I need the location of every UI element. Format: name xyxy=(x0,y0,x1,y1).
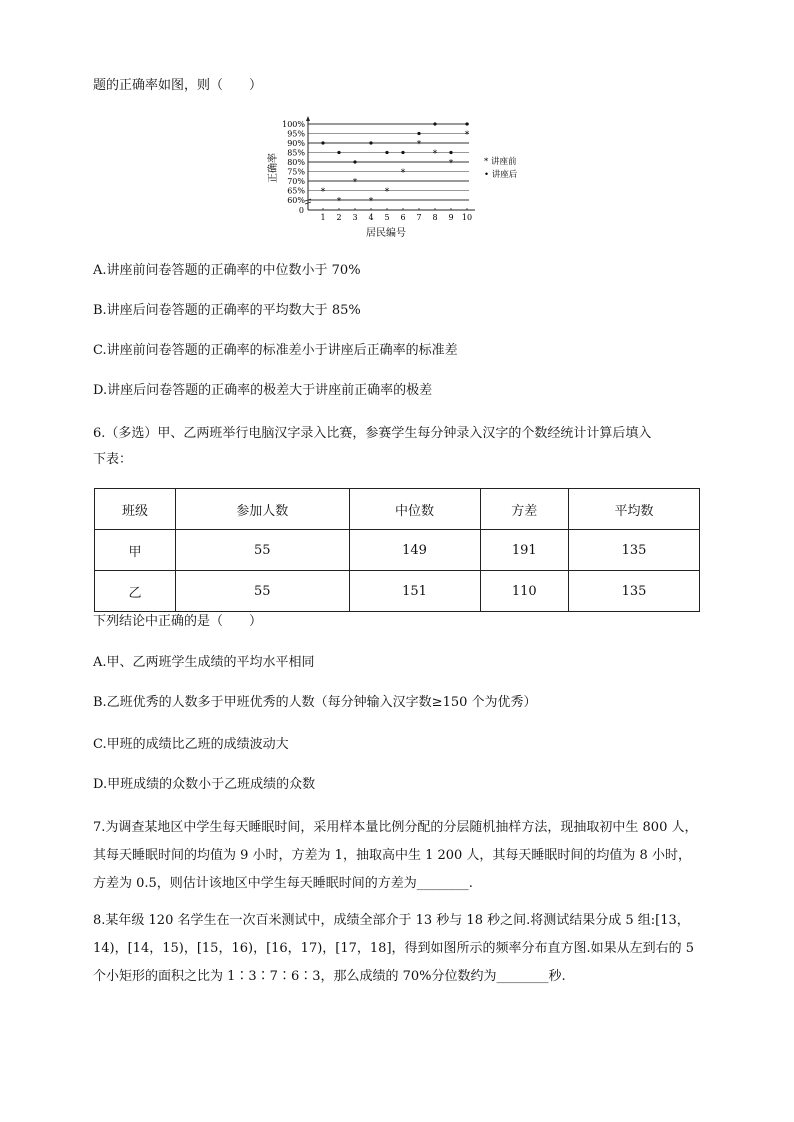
table-cell: 135 xyxy=(568,530,699,571)
before-point: * xyxy=(320,187,326,198)
q5-option-d: D.讲座后问卷答题的正确率的极差大于讲座前正确率的极差 xyxy=(93,383,433,398)
x-tick-label: 5 xyxy=(384,213,390,222)
x-tick-label: 6 xyxy=(400,213,406,222)
q5-option-a: A.讲座前问卷答题的正确率的中位数小于 70% xyxy=(93,263,361,278)
legend-after: • 讲座后 xyxy=(484,170,518,180)
table-row xyxy=(95,571,700,612)
q6-option-b: B.乙班优秀的人数多于甲班优秀的人数（每分钟输入汉字数≥150 个为优秀） xyxy=(93,695,537,710)
y-tick-label: 95% xyxy=(287,129,305,139)
before-point: * xyxy=(368,197,374,207)
after-point xyxy=(353,160,356,163)
table-cell: 135 xyxy=(568,571,699,612)
x-tick-label: 2 xyxy=(336,213,342,222)
after-point xyxy=(433,122,436,125)
table-cell: 191 xyxy=(480,530,568,571)
y-tick-label: 70% xyxy=(287,177,305,186)
table-cell: 乙 xyxy=(95,571,176,612)
q7-text: 7.为调查某地区中学生每天睡眠时间，采用样本量比例分配的分层随机抽样方法，现抽取初中生 800 人，其每天睡眠时间的均值为 9 小时，方差为 1，抽取高中生 1 200 人，其每天睡眠时间的均值为 8 小时，方差为 0.5，则估计该地区中学生每天睡眠时间的方差为________. xyxy=(93,820,698,891)
table-cell: 甲 xyxy=(95,530,176,571)
before-point: * xyxy=(432,149,438,160)
x-tick-label: 9 xyxy=(448,213,454,222)
y-tick-label: 60% xyxy=(287,196,305,205)
before-point: * xyxy=(464,130,470,141)
x-tick-label: 8 xyxy=(432,213,438,222)
after-point xyxy=(417,132,420,135)
after-point xyxy=(385,151,388,154)
x-axis-label: 居民编号 xyxy=(366,228,406,239)
x-tick-label: 7 xyxy=(416,213,422,222)
table-header-cell: 平均数 xyxy=(568,489,699,530)
table-cell: 55 xyxy=(176,530,350,571)
after-point xyxy=(449,151,452,154)
y-tick-label: 0 xyxy=(298,206,304,215)
after-point xyxy=(337,151,340,154)
after-point xyxy=(321,141,324,144)
q5-option-b: B.讲座后问卷答题的正确率的平均数大于 85% xyxy=(93,303,361,318)
scatter-chart xyxy=(262,112,537,242)
table-header-row xyxy=(95,489,700,530)
q6-option-d: D.甲班成绩的众数小于乙班成绩的众数 xyxy=(93,777,316,792)
before-point: * xyxy=(416,140,422,150)
after-point xyxy=(401,151,404,154)
before-point: * xyxy=(384,187,390,198)
q6-option-a: A.甲、乙两班学生成绩的平均水平相同 xyxy=(93,655,315,670)
table-cell: 55 xyxy=(176,571,350,612)
q6-table xyxy=(94,488,700,612)
y-tick-label: 100% xyxy=(282,120,305,129)
before-point: * xyxy=(336,197,342,207)
before-point: * xyxy=(400,168,406,179)
x-tick-label: 1 xyxy=(320,213,326,222)
y-axis-label: 正确率 xyxy=(268,153,279,183)
y-tick-label: 80% xyxy=(287,158,305,167)
table-row xyxy=(95,530,700,571)
y-axis-arrow xyxy=(306,116,310,121)
before-point: * xyxy=(448,159,454,169)
q6-stem-line2: 下表： xyxy=(93,452,133,467)
after-point xyxy=(465,122,468,125)
table-header-cell: 参加人数 xyxy=(176,489,350,530)
table-cell: 110 xyxy=(480,571,568,612)
table-header-cell: 班级 xyxy=(95,489,176,530)
q6-follow: 下列结论中正确的是（ ） xyxy=(93,614,263,629)
y-tick-label: 75% xyxy=(287,167,305,177)
y-tick-label: 90% xyxy=(287,139,305,148)
table-header-cell: 中位数 xyxy=(349,489,480,530)
table-cell: 151 xyxy=(349,571,480,612)
legend-before: * 讲座前 xyxy=(484,157,517,167)
x-tick-label: 3 xyxy=(352,213,358,222)
q6-option-c: C.甲班的成绩比乙班的成绩波动大 xyxy=(93,737,289,752)
before-point: * xyxy=(352,178,358,188)
q6-stem-line1: 6.（多选）甲、乙两班举行电脑汉字录入比赛，参赛学生每分钟录入汉字的个数经统计计算后填入 xyxy=(93,426,652,441)
x-tick-label: 4 xyxy=(368,213,374,222)
table-cell: 149 xyxy=(349,530,480,571)
y-tick-label: 85% xyxy=(287,148,305,158)
after-point xyxy=(369,141,372,144)
x-tick-label: 10 xyxy=(461,213,473,222)
q5-stem-end: 题的正确率如图，则（ ） xyxy=(93,78,263,93)
y-tick-label: 65% xyxy=(287,186,305,196)
q8-text: 8.某年级 120 名学生在一次百米测试中，成绩全部介于 13 秒与 18 秒之间.将测试结果分成 5 组:[13，14)，[14，15)，[15，16)，[16，17)，[17，18]，得到如图所示的频率分布直方图.如果从左到右的 5 个小矩形的面积之比为 1∶3∶7∶6∶3，那么成绩的 70%分位数约为________秒. xyxy=(93,913,695,984)
q5-option-c: C.讲座前问卷答题的正确率的标准差小于讲座后正确率的标准差 xyxy=(93,343,458,358)
table-header-cell: 方差 xyxy=(480,489,568,530)
